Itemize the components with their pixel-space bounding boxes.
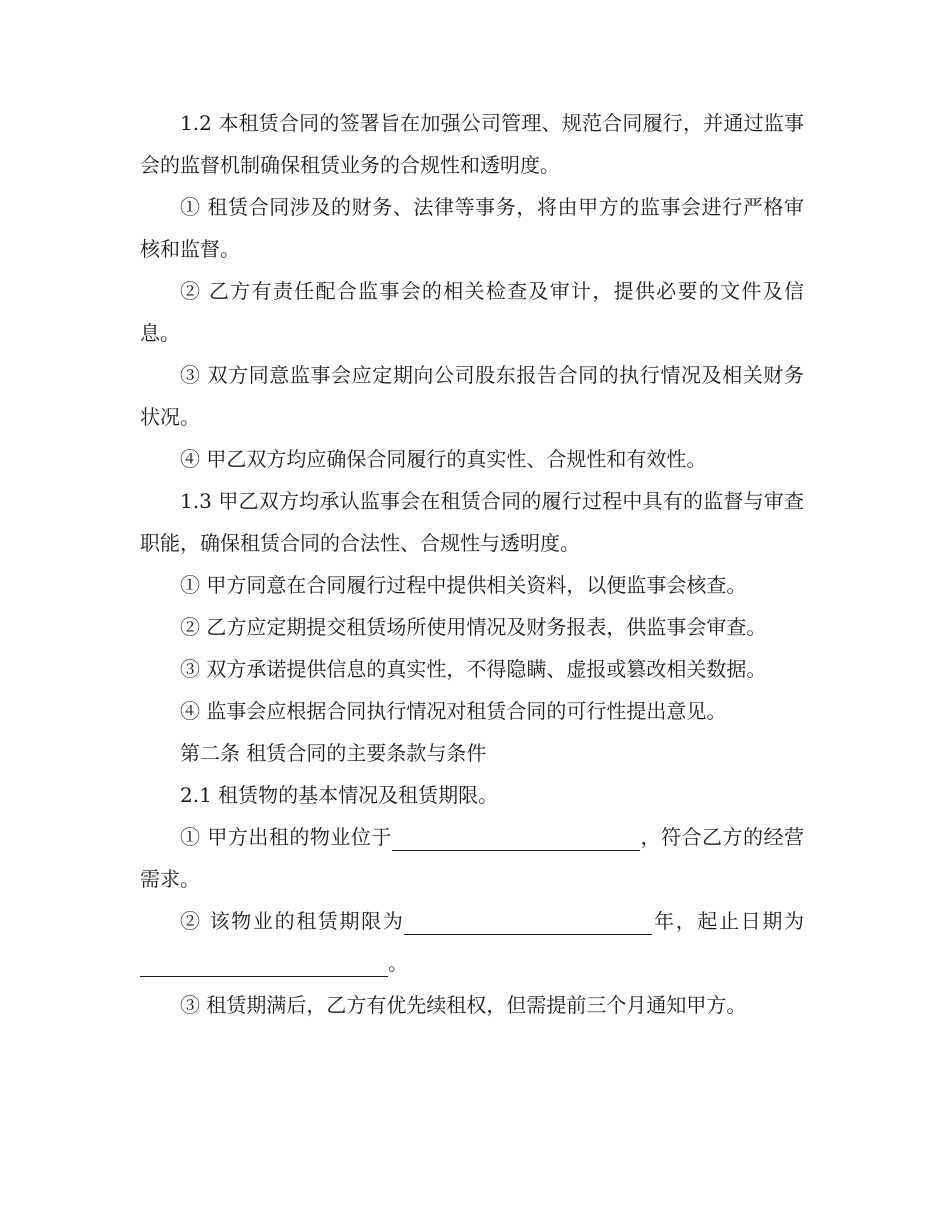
property-location-blank[interactable]	[392, 824, 640, 851]
term-suffix: 。	[388, 951, 408, 975]
document-body	[140, 102, 804, 1026]
clause-1-3-item-1: ① 甲方同意在合同履行过程中提供相关资料，以便监事会核查。	[180, 573, 747, 597]
clause-1-2-item-2: ② 乙方有责任配合监事会的相关检查及审计，提供必要的文件及信息。	[140, 279, 804, 345]
clause-1-3-item-4: ④ 监事会应根据合同执行情况对租赁合同的可行性提出意见。	[180, 699, 727, 723]
clause-2-1: 2.1 租赁物的基本情况及租赁期限。	[180, 783, 499, 807]
term-middle: 年，起止日期为	[652, 909, 805, 933]
lease-term-years-blank[interactable]	[404, 908, 652, 935]
clause-2-1-item-1	[140, 816, 804, 900]
location-prefix: ① 甲方出租的物业位于	[180, 825, 392, 849]
clause-1-3: 1.3 甲乙双方均承认监事会在租赁合同的履行过程中具有的监督与审查职能，确保租赁合同的合法性、合规性与透明度。	[140, 489, 804, 555]
clause-1-3-item-2: ② 乙方应定期提交租赁场所使用情况及财务报表，供监事会审查。	[180, 615, 767, 639]
clause-1-2: 1.2 本租赁合同的签署旨在加强公司管理、规范合同履行，并通过监事会的监督机制确保租赁业务的合规性和透明度。	[140, 111, 804, 177]
clause-2-1-item-3: ③ 租赁期满后，乙方有优先续租权，但需提前三个月通知甲方。	[180, 993, 747, 1017]
clause-1-2-item-1: ① 租赁合同涉及的财务、法律等事务，将由甲方的监事会进行严格审核和监督。	[140, 195, 804, 261]
term-prefix: ② 该物业的租赁期限为	[180, 909, 405, 933]
article-2-heading: 第二条 租赁合同的主要条款与条件	[180, 741, 487, 765]
location-suffix: ，符合乙方的经营需求。	[140, 825, 805, 891]
clause-1-2-item-3: ③ 双方同意监事会应定期向公司股东报告合同的执行情况及相关财务状况。	[140, 363, 804, 429]
clause-1-2-item-4: ④ 甲乙双方均应确保合同履行的真实性、合规性和有效性。	[180, 447, 707, 471]
clause-2-1-item-2	[140, 900, 804, 984]
lease-dates-blank[interactable]	[140, 950, 388, 977]
clause-1-3-item-3: ③ 双方承诺提供信息的真实性，不得隐瞒、虚报或篡改相关数据。	[180, 657, 767, 681]
